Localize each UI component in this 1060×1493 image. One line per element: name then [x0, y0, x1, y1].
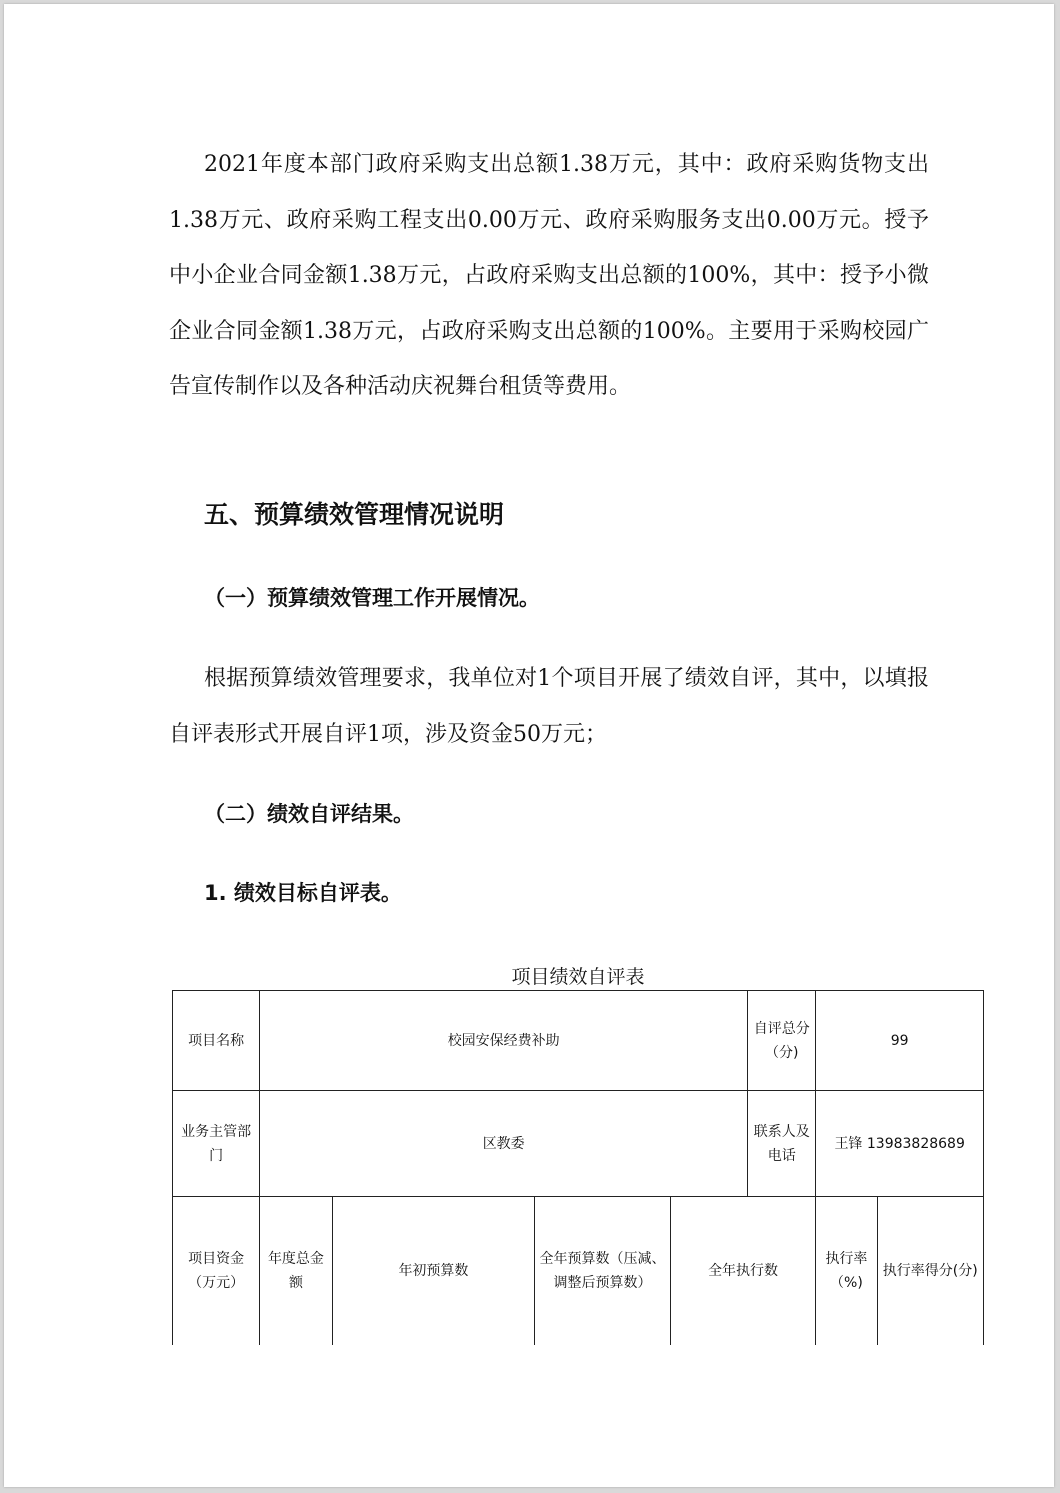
header-annual-total: 年度总金额 [260, 1197, 332, 1345]
dept-label: 业务主管部门 [173, 1091, 260, 1197]
procurement-paragraph: 2021年度本部门政府采购支出总额1.38万元，其中：政府采购货物支出1.38万元、政府采购工程支出0.00万元、政府采购服务支出0.00万元。授予中小企业合同金额1.38万元，占政府采购支出总额的100%，其中：授予小微企业合同金额1.38万元，占政府采购支出总额的100%。主要用于采购校园广告宣传制作以及各种活动庆祝舞台租赁等费用。 [169, 152, 929, 399]
header-initial-budget: 年初预算数 [332, 1197, 535, 1345]
project-name-label: 项目名称 [173, 991, 260, 1091]
table-row [173, 1197, 984, 1345]
header-exec-rate: 执行率（%) [816, 1197, 877, 1345]
score-value: 99 [816, 991, 984, 1091]
dept-value: 区教委 [260, 1091, 748, 1197]
table-row [173, 991, 984, 1091]
subheading-results: （二）绩效自评结果。 [204, 802, 414, 826]
table-row [173, 1091, 984, 1197]
header-full-year-exec: 全年执行数 [670, 1197, 816, 1345]
fund-label: 项目资金（万元） [173, 1197, 260, 1345]
table-caption: 项目绩效自评表 [511, 966, 645, 988]
header-full-year-budget: 全年预算数（压减、调整后预算数） [535, 1197, 670, 1345]
header-exec-rate-score: 执行率得分(分) [877, 1197, 983, 1345]
subheading-target-table: 1. 绩效目标自评表。 [204, 881, 402, 905]
contact-value: 王锋 13983828689 [816, 1091, 984, 1197]
evaluation-paragraph: 根据预算绩效管理要求，我单位对1个项目开展了绩效自评，其中，以填报自评表形式开展自评1项，涉及资金50万元； [169, 666, 929, 747]
subheading-work-status: （一）预算绩效管理工作开展情况。 [204, 586, 540, 610]
contact-label: 联系人及电话 [748, 1091, 816, 1197]
evaluation-table [172, 990, 984, 1345]
score-label: 自评总分（分) [748, 991, 816, 1091]
project-name-value: 校园安保经费补助 [260, 991, 748, 1091]
document-page [4, 4, 1054, 1487]
section-heading: 五、预算绩效管理情况说明 [204, 500, 505, 529]
